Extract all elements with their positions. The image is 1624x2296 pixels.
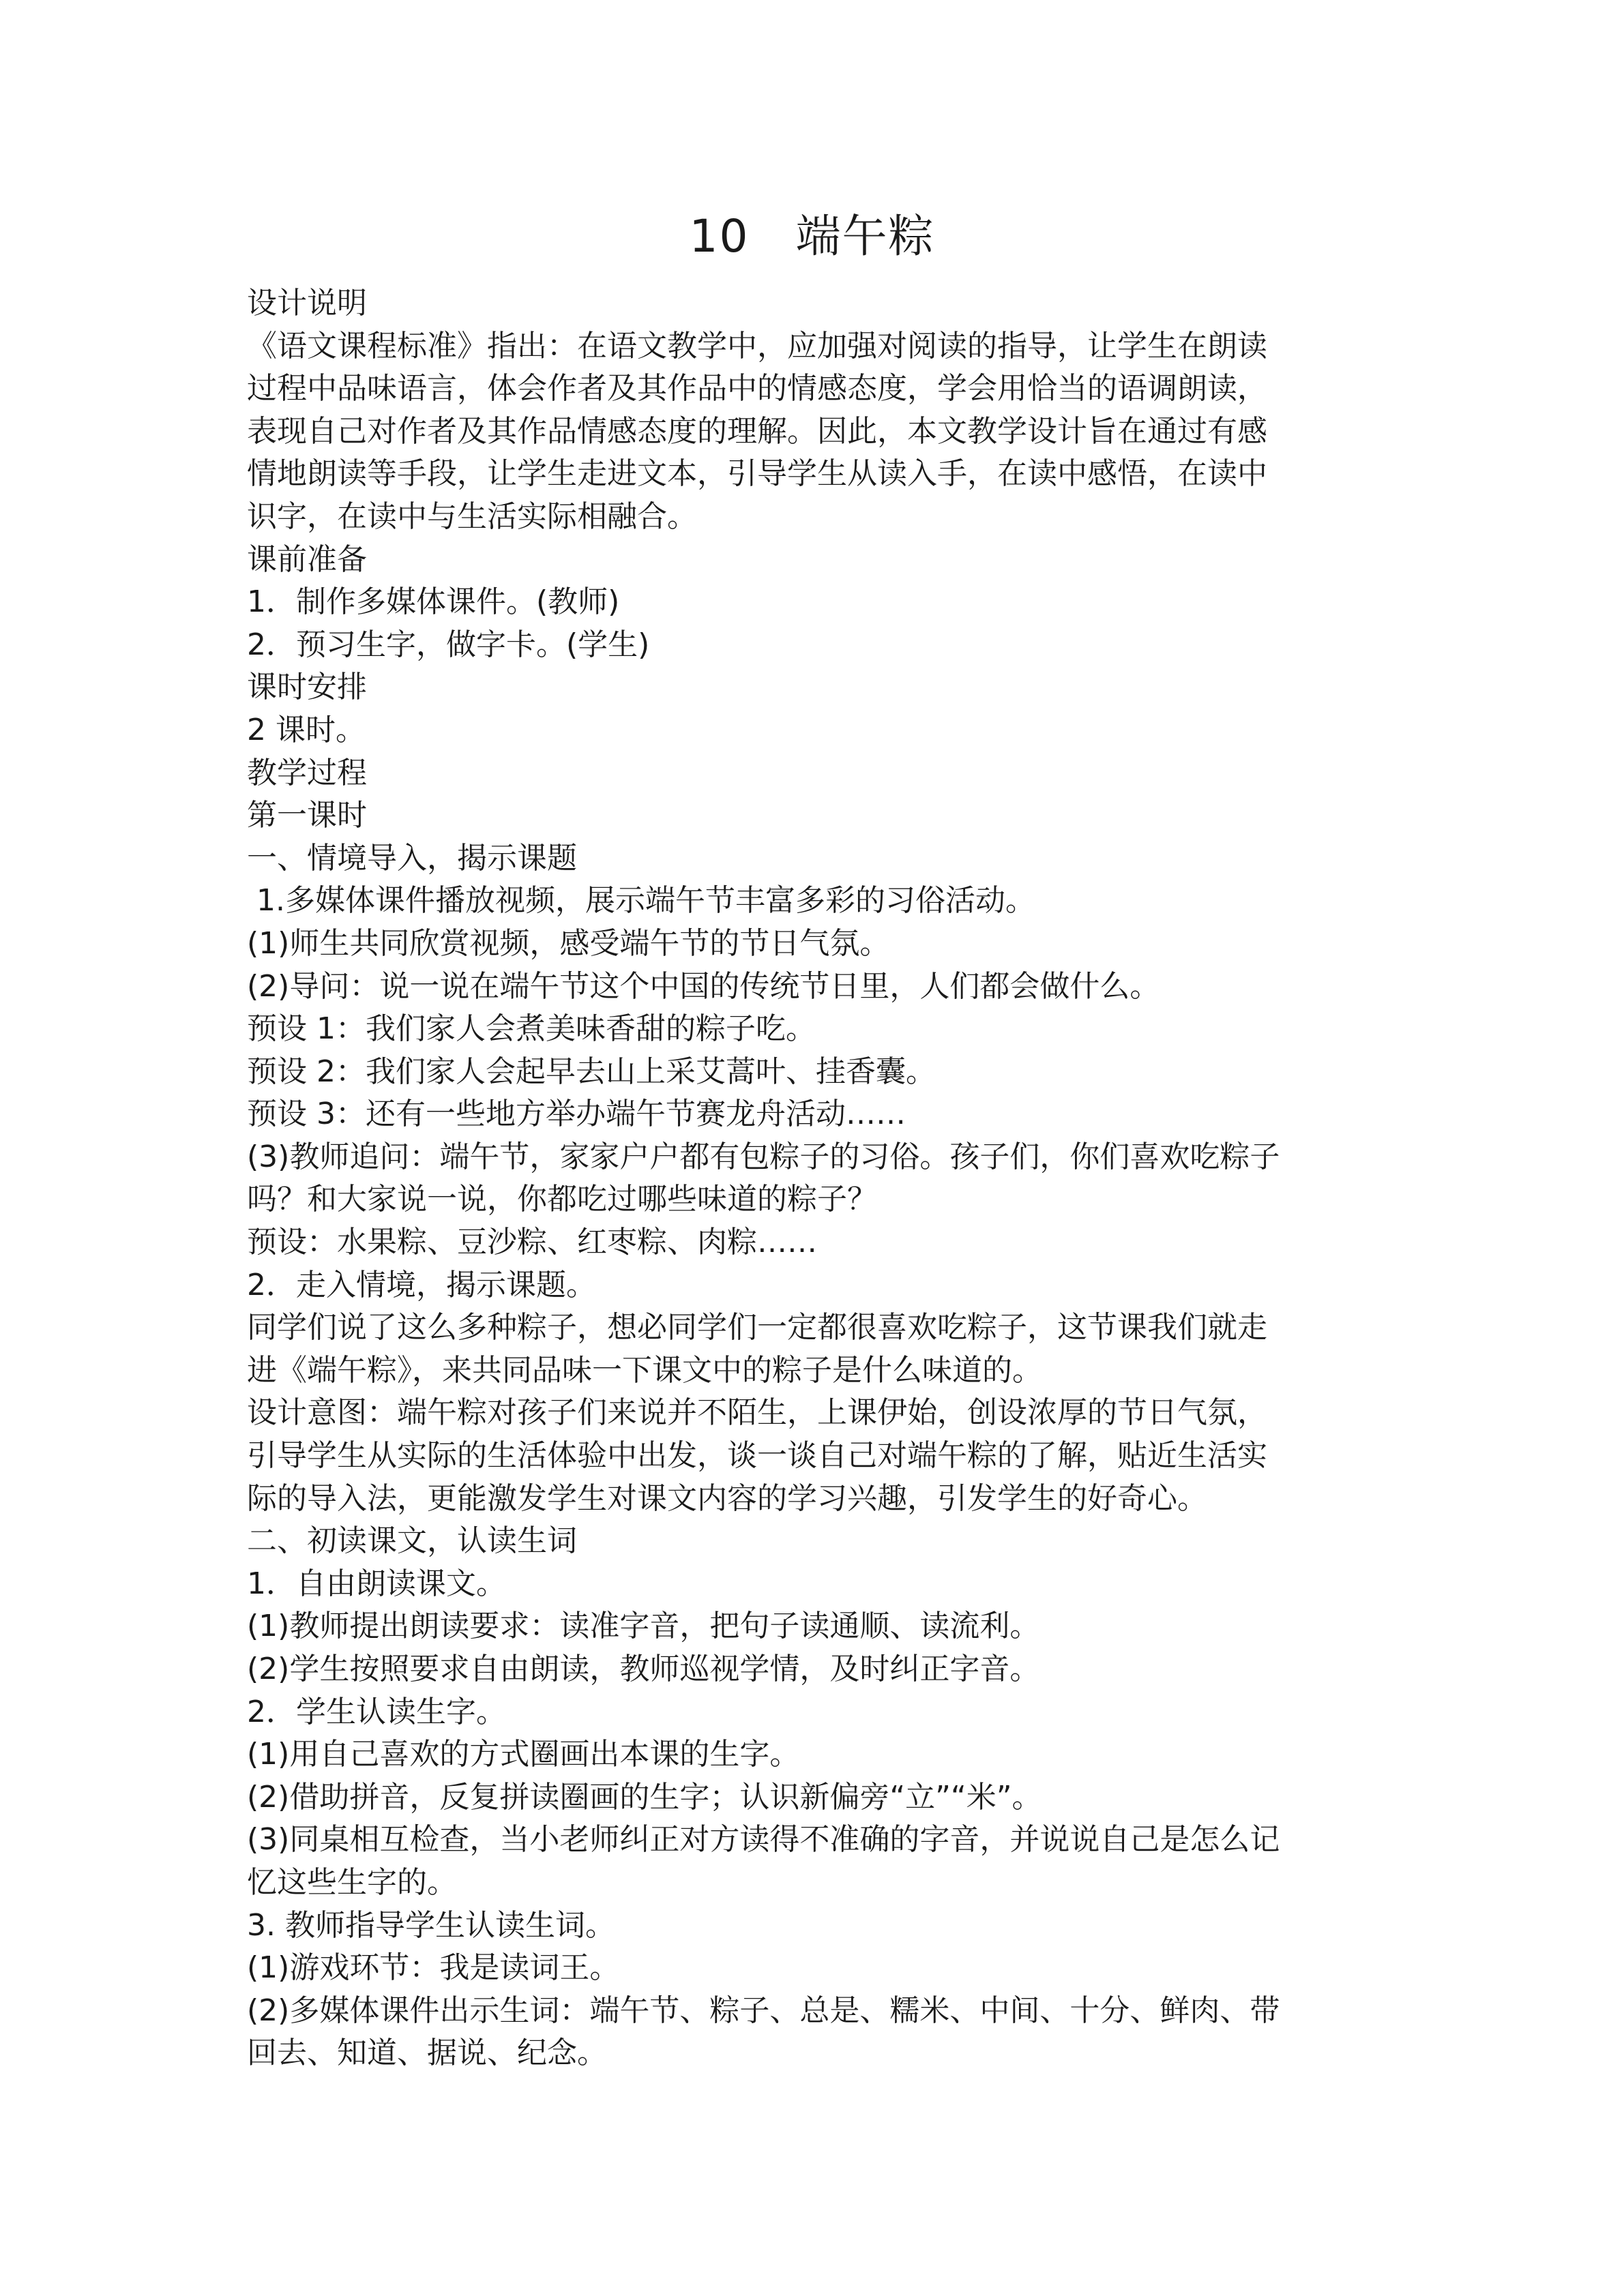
text-line: (2)学生按照要求自由朗读，教师巡视学情，及时纠正字音。 [247,1652,1040,1686]
text-line: 预设 1：我们家人会煮美味香甜的粽子吃。 [247,1011,816,1047]
text-line: 课时安排 [247,670,367,705]
text-line: 同学们说了这么多种粽子，想必同学们一定都很喜欢吃粽子，这节课我们就走 [247,1310,1267,1345]
text-line: 回去、知道、据说、纪念。 [247,2036,607,2071]
text-line: 预设 2：我们家人会起早去山上采艾蒿叶、挂香囊。 [247,1054,936,1089]
text-line: 2 课时。 [247,712,366,747]
text-line: 教学过程 [247,755,367,790]
text-line: 忆这些生字的。 [247,1864,457,1900]
text-line: (3)同桌相互检查，当小老师纠正对方读得不准确的字音，并说说自己是怎么记 [247,1822,1280,1858]
text-line: 表现自己对作者及其作品情感态度的理解。因此，本文教学设计旨在通过有感 [247,413,1267,449]
text-line: (1)师生共同欣赏视频，感受端午节的节日气氛。 [247,925,890,961]
document-title: 10 端午粽 [689,210,935,263]
text-line: (1)游戏环节：我是读词王。 [247,1950,620,1986]
text-line: 识字，在读中与生活实际相融合。 [247,498,697,534]
text-line: 3. 教师指导学生认读生词。 [247,1907,615,1943]
text-line: 课前准备 [247,541,367,577]
document-body [247,282,1365,2075]
text-line: 过程中品味语言，体会作者及其作品中的情感态度，学会用恰当的语调朗读， [247,371,1267,406]
text-line: 2．学生认读生字。 [247,1694,506,1729]
text-line: 1．制作多媒体课件。(教师) [247,584,620,620]
text-line: (2)导问：说一说在端午节这个中国的传统节日里，人们都会做什么。 [247,968,1160,1004]
text-line: 《语文课程标准》指出：在语文教学中，应加强对阅读的指导，让学生在朗读 [247,328,1267,363]
text-line: 进《端午粽》，来共同品味一下课文中的粽子是什么味道的。 [247,1352,1042,1388]
text-line: 预设：水果粽、豆沙粽、红枣粽、肉粽…… [247,1225,817,1260]
text-line: 际的导入法，更能激发学生对课文内容的学习兴趣，引发学生的好奇心。 [247,1480,1207,1516]
text-line: 2．走入情境，揭示课题。 [247,1267,596,1302]
text-line: 设计说明 [247,286,367,320]
text-line: 吗？和大家说一说，你都吃过哪些味道的粽子？ [247,1182,877,1217]
text-line: 二、初读课文，认读生词 [247,1523,577,1559]
text-line: (2)多媒体课件出示生词：端午节、粽子、总是、糯米、中间、十分、鲜肉、带 [247,1993,1280,2028]
text-line: 2．预习生字，做字卡。(学生) [247,627,650,662]
text-line: 第一课时 [247,798,367,833]
text-line: 预设 3：还有一些地方举办端午节赛龙舟活动…… [247,1097,906,1132]
text-line: 引导学生从实际的生活体验中出发，谈一谈自己对端午粽的了解，贴近生活实 [247,1438,1267,1474]
text-line: 一、情境导入，揭示课题 [247,840,577,876]
text-line: 1．自由朗读课文。 [247,1566,506,1601]
text-line: 1.多媒体课件播放视频，展示端午节丰富多彩的习俗活动。 [247,883,1035,919]
text-line: (1)教师提出朗读要求：读准字音，把句子读通顺、读流利。 [247,1609,1040,1644]
text-line: (2)借助拼音，反复拼读圈画的生字；认识新偏旁“立”“米”。 [247,1779,1042,1815]
text-line: 情地朗读等手段，让学生走进文本，引导学生从读入手，在读中感悟，在读中 [247,456,1267,492]
text-line: (3)教师追问：端午节，家家户户都有包粽子的习俗。孩子们，你们喜欢吃粽子 [247,1139,1280,1174]
text-line: (1)用自己喜欢的方式圈画出本课的生字。 [247,1737,800,1772]
text-line: 设计意图：端午粽对孩子们来说并不陌生，上课伊始，创设浓厚的节日气氛， [247,1395,1267,1431]
